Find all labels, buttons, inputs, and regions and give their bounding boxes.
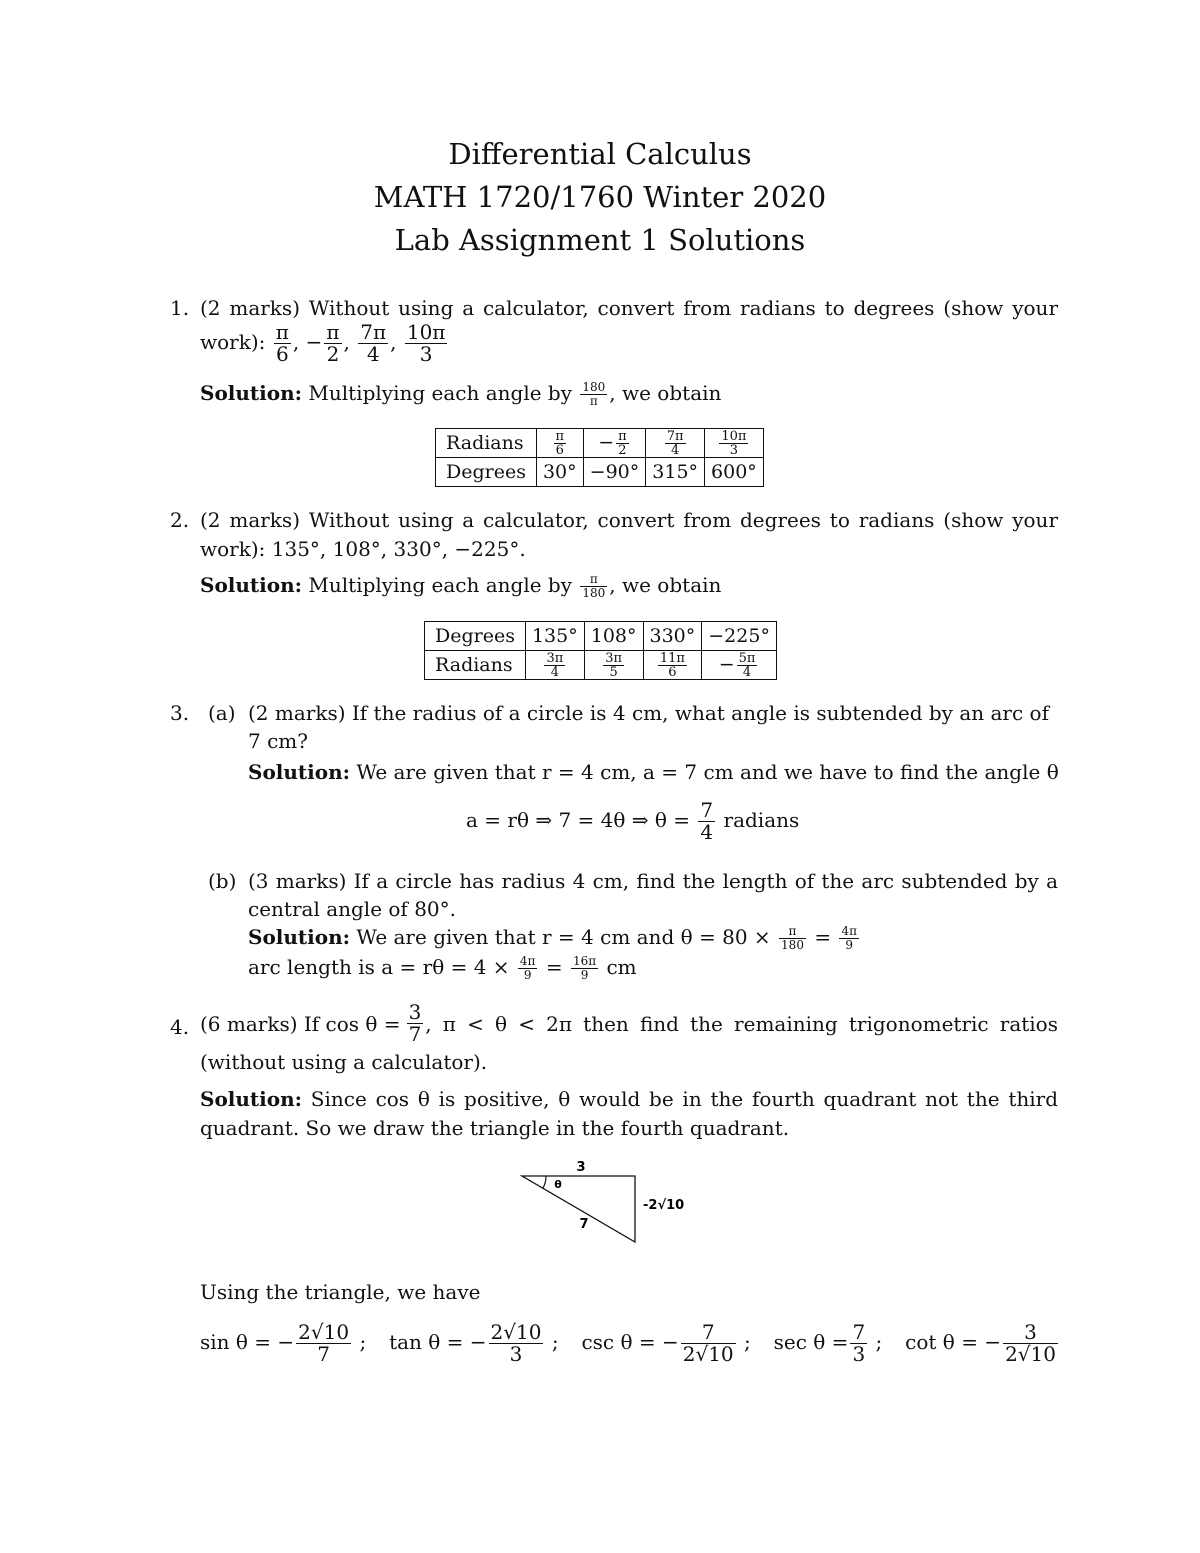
reference-triangle	[510, 1150, 710, 1250]
q2-solution-label: Solution:	[200, 573, 303, 597]
q3a-equation	[466, 800, 799, 843]
q1-angle-4: $\frac{10\pi}{3}$	[406, 320, 446, 366]
table-row	[425, 651, 777, 680]
document-title: Differential Calculus	[448, 137, 752, 171]
q3a-solution	[248, 760, 1059, 784]
q1-number: 1.	[170, 296, 190, 320]
triangle-hypotenuse-label: 7	[579, 1217, 589, 1232]
table-row	[436, 458, 764, 487]
q1-solution-label: Solution:	[200, 381, 303, 405]
triangle-adjacent-label: 3	[576, 1160, 586, 1175]
q1-solution	[200, 381, 721, 408]
triangle-opposite-label: -2√10	[643, 1198, 685, 1213]
q1-solution-text: Multiplying each angle by	[308, 381, 573, 405]
table-cell: 30°	[536, 458, 583, 487]
q3b-text-line1: (3 marks) If a circle has radius 4 cm, find the length of the arc subtended by a	[248, 869, 1058, 893]
q1-row2-header: Degrees	[436, 458, 537, 487]
table-cell: 330°	[643, 622, 702, 651]
q3b-solution-label: Solution:	[248, 925, 351, 949]
table-cell: $\frac{10\pi}{3}$	[705, 429, 764, 458]
q1-factor: $\frac{180}{\pi}$	[582, 380, 606, 408]
q3b-fraction-4: $\frac{16\pi}{9}$	[572, 954, 597, 982]
q3b-label: (b)	[208, 869, 237, 893]
table-cell: $\frac{3\pi}{4}$	[525, 651, 584, 680]
triangle-angle-label: θ	[554, 1178, 562, 1191]
table-cell: 108°	[584, 622, 643, 651]
q3b-fraction-3: $\frac{4\pi}{9}$	[519, 954, 536, 982]
q1-conversion-table	[435, 428, 764, 487]
q1-row1-header: Radians	[436, 429, 537, 458]
q3b-arc-length	[248, 955, 637, 982]
q1-angle-2: $\frac{\pi}{2}$	[326, 320, 340, 366]
q2-factor: $\frac{\pi}{180}$	[582, 572, 606, 600]
assignment-title: Lab Assignment 1 Solutions	[394, 223, 806, 257]
q3-number: 3.	[170, 701, 190, 725]
ratio-cot: cot θ = − $\frac{3}{2√10}$	[905, 1320, 1056, 1366]
q4-using-triangle: Using the triangle, we have	[200, 1280, 481, 1304]
q3b-fraction-1: $\frac{\pi}{180}$	[781, 924, 804, 952]
course-code: MATH 1720/1760 Winter 2020	[373, 180, 827, 214]
q4-cos-fraction: $\frac{3}{7}$	[408, 1000, 422, 1046]
q4-solution-label: Solution:	[200, 1087, 303, 1111]
q3a-text-line2: 7 cm?	[248, 729, 308, 753]
q1-angle-2-sign: −	[305, 330, 323, 354]
q4-text-a: (6 marks) If cos θ =	[200, 1011, 401, 1036]
q3b-fraction-2: $\frac{4\pi}{9}$	[841, 924, 857, 952]
q2-number: 2.	[170, 508, 190, 532]
q3a-text-line1: (2 marks) If the radius of a circle is 4 cm, what angle is subtended by an arc of	[248, 701, 1049, 725]
q3b-equals: =	[814, 925, 832, 949]
table-cell: $\frac{11\pi}{6}$	[643, 651, 702, 680]
q1-text-line2: work): $\frac{\pi}{6}$ , − $\frac{\pi}{2}$ , $\frac{7\pi}{4}$ , $\frac{10\pi}{3}$	[200, 320, 446, 366]
table-cell: −90°	[583, 458, 646, 487]
q4-ratios	[200, 1322, 1060, 1365]
q2-solution-text: Multiplying each angle by	[308, 573, 573, 597]
ratio-sin: sin θ = − $\frac{2√10}{7}$ ;	[200, 1320, 367, 1366]
table-cell: $\frac{3\pi}{5}$	[584, 651, 643, 680]
q4-number: 4.	[170, 1015, 190, 1039]
q4-text-line1	[200, 1002, 1058, 1045]
q4-text-b: , π < θ < 2π then find the remaining trigonometric ratios	[425, 1011, 1058, 1036]
ratio-tan: tan θ = − $\frac{2√10}{3}$ ;	[389, 1320, 559, 1366]
q3a-label: (a)	[208, 701, 236, 725]
q3b-equals-2: =	[545, 955, 563, 979]
angle-arc	[543, 1176, 546, 1188]
q2-text-line2: work): 135°, 108°, 330°, −225°.	[200, 537, 526, 561]
q1-angle-3: $\frac{7\pi}{4}$	[360, 320, 387, 366]
q3a-equation-left: a = rθ ⇒ 7 = 4θ ⇒ θ =	[466, 808, 691, 832]
q4-solution-line1	[200, 1087, 1058, 1111]
table-row	[425, 622, 777, 651]
table-cell: − $\frac{5\pi}{4}$	[702, 651, 777, 680]
table-cell: 315°	[646, 458, 705, 487]
q3b-unit: cm	[606, 955, 637, 979]
table-cell: −225°	[702, 622, 777, 651]
q2-row2-header: Radians	[425, 651, 526, 680]
q3a-solution-text: We are given that r = 4 cm, a = 7 cm and we have to find the angle θ	[356, 760, 1059, 784]
q2-conversion-table	[424, 621, 777, 680]
q1-solution-tail: , we obtain	[609, 381, 722, 405]
table-cell: $\frac{7\pi}{4}$	[646, 429, 705, 458]
table-cell: − $\frac{\pi}{2}$	[583, 429, 646, 458]
q3a-equation-fraction: $\frac{7}{4}$	[700, 798, 714, 844]
q3b-arc-text: arc length is a = rθ = 4 ×	[248, 955, 510, 979]
table-cell: 135°	[525, 622, 584, 651]
q4-solution-text: Since cos θ is positive, θ would be in the fourth quadrant not the third	[310, 1087, 1058, 1111]
q3b-text-line2: central angle of 80°.	[248, 897, 456, 921]
q1-text-line1: (2 marks) Without using a calculator, convert from radians to degrees (show your	[200, 296, 1058, 320]
q3a-solution-label: Solution:	[248, 760, 351, 784]
q1-angle-1: $\frac{\pi}{6}$	[275, 320, 289, 366]
q2-row1-header: Degrees	[425, 622, 526, 651]
q4-solution-line2: quadrant. So we draw the triangle in the fourth quadrant.	[200, 1116, 790, 1140]
ratio-csc: csc θ = − $\frac{7}{2√10}$ ;	[581, 1320, 751, 1366]
q3b-solution	[248, 925, 861, 952]
q3a-equation-unit: radians	[723, 808, 800, 832]
triangle-shape	[522, 1176, 635, 1242]
q2-solution-tail: , we obtain	[609, 573, 722, 597]
q1-work-label: work):	[200, 330, 266, 354]
table-cell: $\frac{\pi}{6}$	[536, 429, 583, 458]
q2-solution	[200, 573, 721, 600]
q2-text-line1: (2 marks) Without using a calculator, convert from degrees to radians (show your	[200, 508, 1058, 532]
q3b-solution-text: We are given that r = 4 cm and θ = 80 ×	[356, 925, 771, 949]
table-row	[436, 429, 764, 458]
ratio-sec: sec θ = $\frac{7}{3}$ ;	[773, 1320, 883, 1366]
q4-text-line2: (without using a calculator).	[200, 1050, 488, 1074]
table-cell: 600°	[705, 458, 764, 487]
